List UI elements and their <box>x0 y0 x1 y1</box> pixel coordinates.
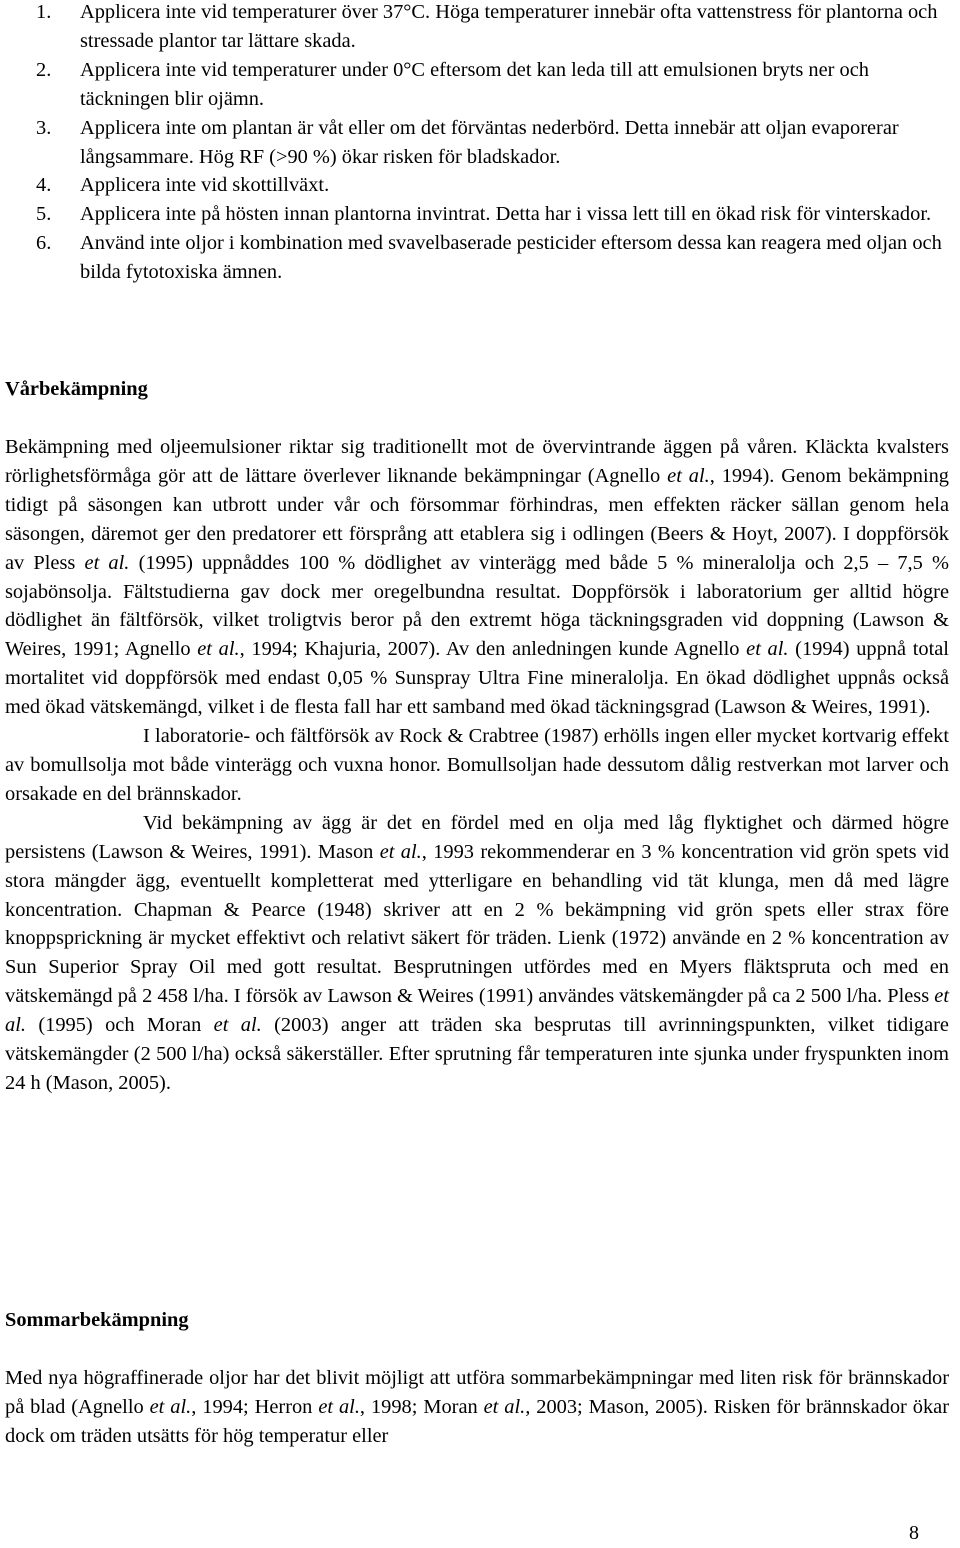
list-number: 1. <box>36 1 52 23</box>
list-text: Applicera inte om plantan är våt eller om det förväntas nederbörd. Detta innebär att oljan evaporerar långsammare. Hög RF (>90 %) ökar risken för bladskador. <box>80 116 899 168</box>
list-text: Applicera inte vid temperaturer under 0°C eftersom det kan leda till att emulsionen bryts ner och täckningen blir ojämn. <box>80 58 869 110</box>
text-run: , 1998; Moran <box>359 1395 484 1418</box>
text-run: (1995) och Moran <box>25 1014 214 1037</box>
section-heading-varbekampning: Vårbekämpning <box>5 378 148 400</box>
text-run-italic: et al. <box>746 638 789 661</box>
text-run-italic: et al. <box>197 638 240 661</box>
section-body-sommarbekampning <box>5 1364 949 1451</box>
text-run-italic: et al. <box>5 985 949 1037</box>
list-number: 5. <box>36 203 52 226</box>
paragraph: I laboratorie- och fältförsök av Rock & Crabtree (1987) erhölls ingen eller mycket kortvarig effekt av bomullsolja mot både vinterägg och vuxna honor. Bomullsoljan hade dessutom dålig restverkan mot larver och orsakade en del brännskador. <box>5 725 949 805</box>
list-item <box>0 200 945 229</box>
text-run: Med nya högraffinerade oljor har det blivit möjligt att utföra sommarbekämpningar med liten risk för brännskador på blad (Agnello <box>5 1367 949 1418</box>
text-run: (1994) uppnå total mortalitet vid doppförsök med endast 0,05 % Sunspray Ultra Fine mineralolja. En ökad dödlighet uppnås också med ökad vätskemängd, vilket i de flesta fall har ett samband med ökad täckningsgrad (Lawson & Weires, 1991). <box>5 638 949 719</box>
text-run: , 1994; Herron <box>191 1395 319 1418</box>
paragraph <box>5 809 949 1098</box>
text-run: Vid bekämpning av ägg är det en fördel med en olja med låg flyktighet och därmed högre persistens (Lawson & Weires, 1991). Mason <box>5 811 949 863</box>
text-run: Bekämpning med oljeemulsioner riktar sig traditionellt mot de övervintrande äggen på våren. Kläckta kvalsters rörlighetsförmåga gör att de lättare överlever liknande bekämpningar (Agnello <box>5 436 949 487</box>
text-run: (1995) uppnåddes 100 % dödlighet av vinterägg med både 5 % mineralolja och 2,5 – 7,5 % sojabönsolja. Fältstudierna gav dock mer oregelbundna resultat. Doppförsök i laboratorium ger alltid högre dödlighet än fältförsök, vilket troligtvis beror på den extremt höga täckningsgraden vid doppning (Lawson & Weires, 1991; Agnello <box>5 551 949 661</box>
text-run-italic: et al. <box>379 840 422 863</box>
paragraph <box>5 433 949 722</box>
text-run-italic: et al. <box>667 464 710 487</box>
list-item <box>0 0 945 56</box>
text-run: 2003; Mason, 2005). Risken för brännskador ökar dock om träden utsätts för hög temperatur eller <box>5 1395 949 1447</box>
text-run: , 1993 rekommenderar en 3 % koncentration vid grön spets vid stora mängder ägg, eventuellt kompletterat med ytterligare en behandling vid tät klunga, men då med lägre koncentration. Chapman & Pearce (1948) skriver att en 2 % bekämpning vid grön spets eller strax före knoppsprickning är mycket effektivt och relativt säkert för träden. Lienk (1972) använde en 2 % koncentration av Sun Superior Spray Oil med gott resultat. Besprutningen utfördes med en Myers fläktspruta och med en vätskemängd på 2 458 l/ha. I försök av Lawson & Weires (1991) användes vätskemängder på ca 2 500 l/ha. Pless <box>5 840 949 1008</box>
list-number: 3. <box>36 116 52 139</box>
list-text: Använd inte oljor i kombination med svavelbaserade pesticider eftersom dessa kan reagera med oljan och bilda fytotoxiska ämnen. <box>80 232 942 284</box>
list-item <box>0 114 945 172</box>
text-run-italic: et al. <box>318 1395 360 1418</box>
text-run: (2003) anger att träden ska besprutas till avrinningspunkten, vilket tidigare vätskemängder (2 500 l/ha) också säkerställer. Efter sprutning får temperaturen inte sjunka under fryspunkten inom 24 h (Mason, 2005). <box>5 1014 949 1094</box>
list-number: 6. <box>36 232 52 255</box>
text-run: , 1994). Genom bekämpning tidigt på säsongen kan utbrott under vår och försommar förhindras, men effekten räcker sällan genom hela säsongen, däremot ger den predatorer ett försprång att etablera sig i odlingen (Beers & Hoyt, 2007). I doppförsök av Pless <box>5 464 949 574</box>
text-run-italic: et al., <box>483 1395 531 1418</box>
list-number: 4. <box>36 174 52 197</box>
paragraph <box>5 1364 949 1451</box>
list-item <box>0 56 945 114</box>
page-number: 8 <box>909 1522 919 1544</box>
section-body-varbekampning <box>5 433 949 1098</box>
application-rules-list <box>0 0 945 287</box>
list-text: Applicera inte vid skottillväxt. <box>80 174 330 197</box>
list-item <box>0 229 945 287</box>
section-heading-sommarbekampning: Sommarbekämpning <box>5 1309 189 1331</box>
list-text: Applicera inte vid temperaturer över 37°C. Höga temperaturer innebär ofta vattenstress för plantorna och stressade plantor tar lättare skada. <box>80 1 938 52</box>
text-run-italic: et al. <box>213 1014 262 1037</box>
list-item <box>0 171 945 200</box>
text-run: , 1994; Khajuria, 2007). Av den anledningen kunde Agnello <box>239 638 747 661</box>
text-run-italic: et al. <box>84 551 130 574</box>
text-run-italic: et al. <box>149 1395 192 1418</box>
list-text: Applicera inte på hösten innan plantorna invintrat. Detta har i vissa lett till en ökad risk för vinterskador. <box>80 203 932 226</box>
list-number: 2. <box>36 58 52 81</box>
